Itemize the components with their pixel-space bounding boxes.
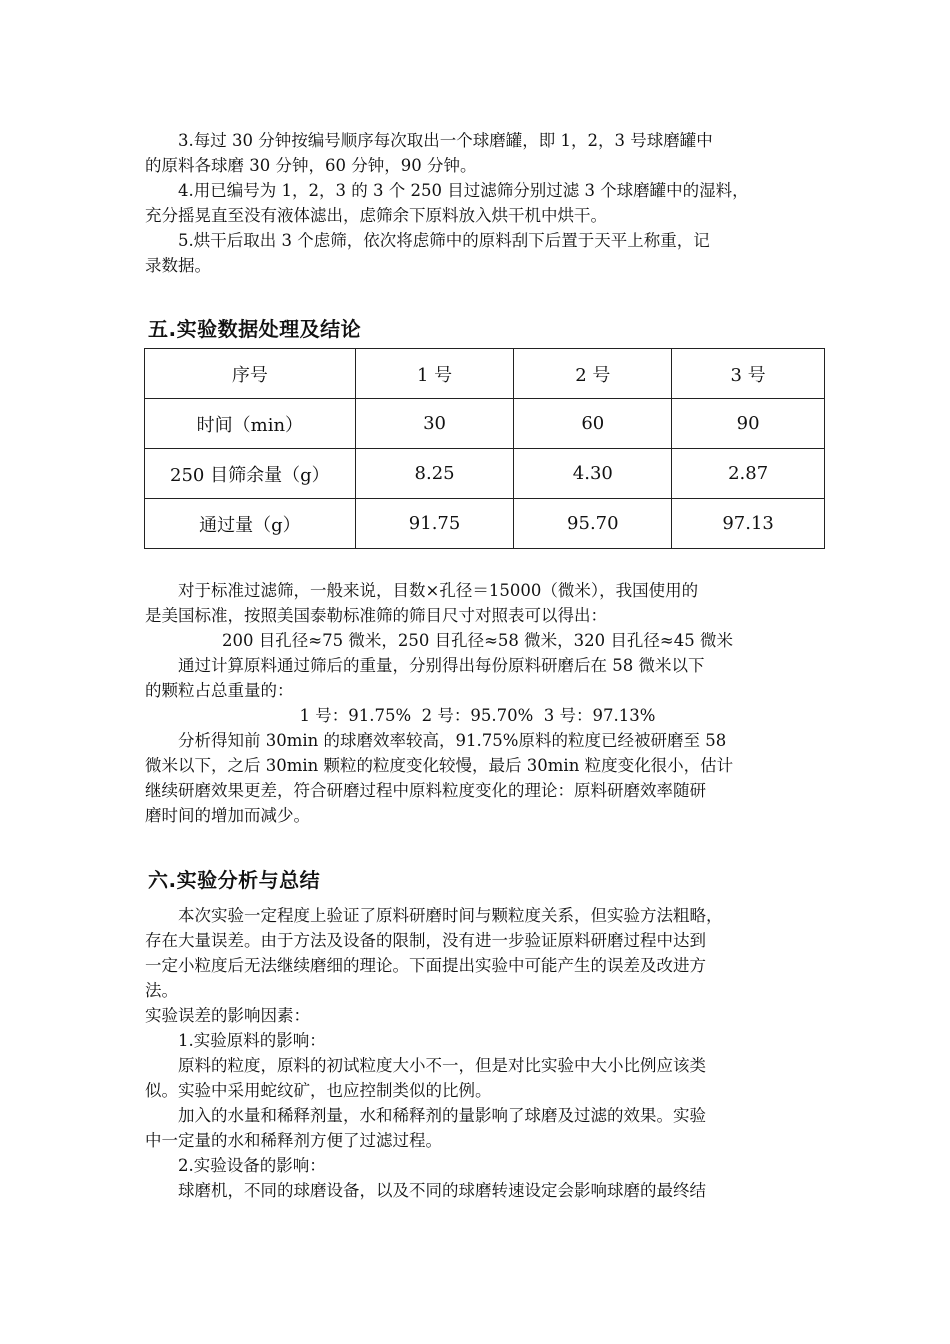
- summary-line-2: 存在大量误差。由于方法及设备的限制，没有进一步验证原料研磨过程中达到: [145, 931, 706, 950]
- table-header-cell: 序号: [145, 349, 356, 399]
- table-cell: 97.13: [672, 499, 825, 549]
- text-line: 对于标准过滤筛，一般来说，目数×孔径＝15000（微米），我国使用的: [178, 581, 699, 600]
- step-5-continuation: [145, 253, 810, 278]
- summary-line-4: 法。: [145, 981, 178, 1000]
- sieve-standard-continuation: [145, 603, 810, 628]
- table-row: [145, 399, 825, 449]
- equipment-influence-heading: 2.实验设备的影响：: [178, 1156, 326, 1175]
- table-row: [145, 449, 825, 499]
- summary-paragraph: [145, 903, 810, 928]
- text-line: 3.每过 30 分钟按编号顺序每次取出一个球磨罐，即 1，2，3 号球磨罐中: [178, 131, 713, 150]
- step-3-paragraph: [145, 128, 810, 153]
- calculation-paragraph: [145, 653, 810, 678]
- text-line: 录数据。: [145, 256, 211, 275]
- table-row: [145, 499, 825, 549]
- water-diluent-paragraph: [145, 1103, 810, 1128]
- table-header-row: [145, 349, 825, 399]
- table-header-cell: 3 号: [672, 349, 825, 399]
- error-factors-heading: 实验误差的影响因素：: [145, 1006, 310, 1025]
- analysis-line-3: 继续研磨效果更差，符合研磨过程中原料粒度变化的理论：原料研磨效率随研: [145, 781, 706, 800]
- text-line: 充分摇晃直至没有液体滤出，虑筛余下原料放入烘干机中烘干。: [145, 206, 607, 225]
- ball-mill-paragraph: 球磨机，不同的球磨设备，以及不同的球磨转速设定会影响球磨的最终结: [178, 1181, 706, 1200]
- sieve-standard-paragraph: [145, 578, 810, 603]
- section-5-heading: 五.实验数据处理及结论: [148, 317, 362, 341]
- mesh-aperture-line: 200 目孔径≈75 微米，250 目孔径≈58 微米，320 目孔径≈45 微米: [222, 631, 733, 650]
- text-line: 4.用已编号为 1，2，3 的 3 个 250 目过滤筛分别过滤 3 个球磨罐中的湿料，: [178, 181, 749, 200]
- section-6-heading: 六.实验分析与总结: [148, 868, 321, 892]
- table-cell: 4.30: [514, 449, 672, 499]
- table-header-cell: 2 号: [514, 349, 672, 399]
- table-cell: 通过量（g）: [145, 499, 356, 549]
- material-influence-heading: 1.实验原料的影响：: [178, 1031, 326, 1050]
- table-cell: 250 目筛余量（g）: [145, 449, 356, 499]
- step-4-paragraph: [145, 178, 810, 203]
- table-cell: 90: [672, 399, 825, 449]
- text-line: 的原料各球磨 30 分钟，60 分钟，90 分钟。: [145, 156, 477, 175]
- text-line: 是美国标准，按照美国泰勒标准筛的筛目尺寸对照表可以得出：: [145, 606, 607, 625]
- table-cell: 30: [355, 399, 514, 449]
- text-line: 加入的水量和稀释剂量，水和稀释剂的量影响了球磨及过滤的效果。实验: [178, 1106, 706, 1125]
- analysis-line-2: 微米以下，之后 30min 颗粒的粒度变化较慢，最后 30min 粒度变化很小，估计: [145, 756, 734, 775]
- text-line: 5.烘干后取出 3 个虑筛，依次将虑筛中的原料刮下后置于天平上称重，记: [178, 231, 710, 250]
- text-line: 原料的粒度，原料的初试粒度大小不一，但是对比实验中大小比例应该类: [178, 1056, 706, 1075]
- step-4-continuation: [145, 203, 810, 228]
- text-line: 分析得知前 30min 的球磨效率较高，91.75%原料的粒度已经被研磨至 58: [178, 731, 727, 750]
- step-3-continuation: [145, 153, 810, 178]
- water-diluent-continuation: 中一定量的水和稀释剂方便了过滤过程。: [145, 1131, 442, 1150]
- table-cell: 91.75: [355, 499, 514, 549]
- text-line: 的颗粒占总重量的：: [145, 681, 294, 700]
- analysis-paragraph: [145, 728, 810, 753]
- calculation-continuation: [145, 678, 810, 703]
- summary-line-3: 一定小粒度后无法继续磨细的理论。下面提出实验中可能产生的误差及改进方: [145, 956, 706, 975]
- particle-size-continuation: 似。实验中采用蛇纹矿，也应控制类似的比例。: [145, 1081, 492, 1100]
- table-cell: 时间（min）: [145, 399, 356, 449]
- text-line: 通过计算原料通过筛后的重量，分别得出每份原料研磨后在 58 微米以下: [178, 656, 705, 675]
- table-header-cell: 1 号: [355, 349, 514, 399]
- data-table: [144, 348, 825, 549]
- table-cell: 2.87: [672, 449, 825, 499]
- table-cell: 8.25: [355, 449, 514, 499]
- table-cell: 60: [514, 399, 672, 449]
- step-5-paragraph: [145, 228, 810, 253]
- table-cell: 95.70: [514, 499, 672, 549]
- percentages-line: 1 号：91.75% 2 号：95.70% 3 号：97.13%: [299, 706, 656, 725]
- analysis-line-4: 磨时间的增加而减少。: [145, 806, 310, 825]
- text-line: 本次实验一定程度上验证了原料研磨时间与颗粒度关系，但实验方法粗略，: [178, 906, 723, 925]
- particle-size-paragraph: [145, 1053, 810, 1078]
